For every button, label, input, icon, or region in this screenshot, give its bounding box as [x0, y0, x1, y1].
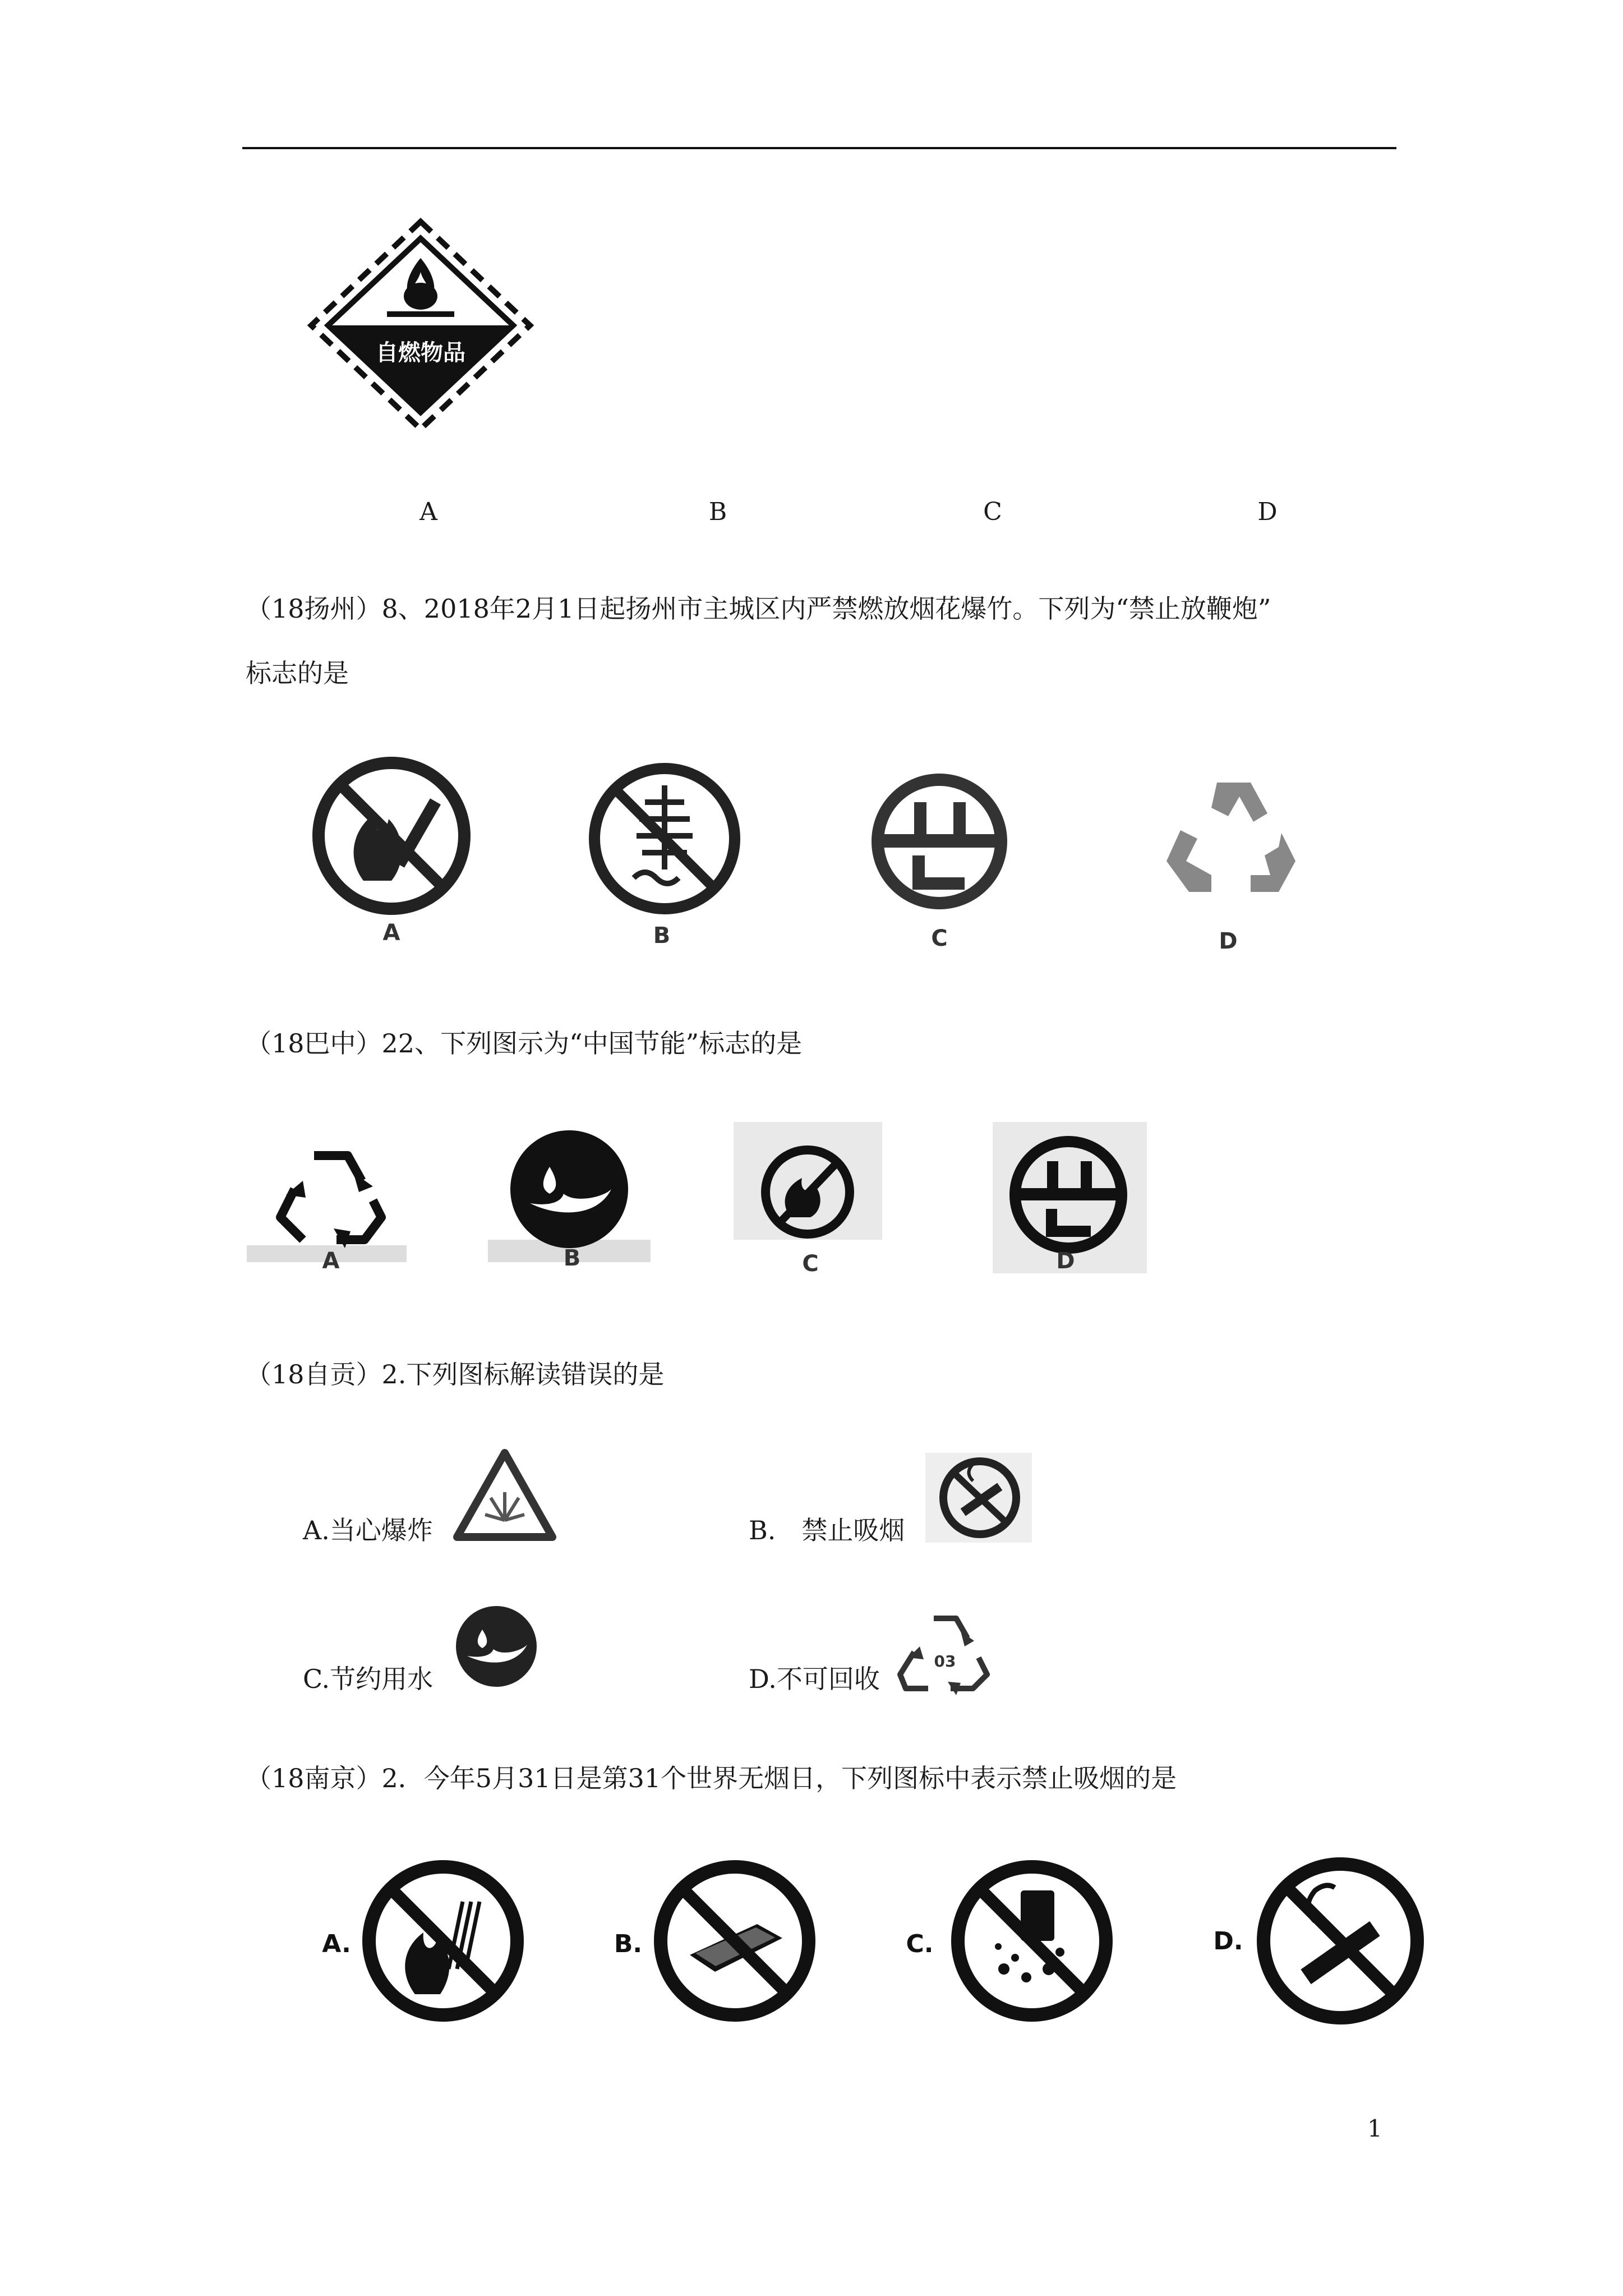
option-label-c: C. — [906, 1930, 934, 1958]
recycle-icon — [1155, 771, 1307, 917]
no-open-flame-icon — [359, 1857, 527, 2025]
option-label-d: D. — [1213, 1927, 1243, 1955]
no-matches-icon — [651, 1857, 819, 2025]
option-label-b: B — [708, 498, 727, 526]
option-c-text: C.节约用水 — [303, 1664, 434, 1694]
water-saving-icon — [451, 1604, 541, 1688]
option-d-text: D.不可回收 — [749, 1664, 880, 1694]
option-label-c: C — [931, 926, 948, 951]
recycle-icon — [269, 1133, 393, 1251]
option-label-b: B — [653, 923, 671, 949]
option-label-a: A — [322, 1248, 340, 1274]
question-zigong: （18自贡）2.下列图标解读错误的是 — [246, 1359, 665, 1389]
option-label-d: D — [1219, 928, 1238, 954]
option-label-a: A. — [322, 1930, 351, 1958]
explosion-warning-icon — [451, 1447, 558, 1543]
option-label-d: D — [1056, 1248, 1075, 1274]
option-a-text: A.当心爆炸 — [303, 1515, 433, 1545]
option-label-a: A — [382, 920, 400, 946]
no-fire-icon — [307, 752, 476, 920]
question-yangzhou-line1: （18扬州）8、2018年2月1日起扬州市主城区内严禁燃放烟花爆竹。下列为“禁止放鞭炮” — [246, 593, 1271, 624]
header-rule — [242, 147, 1396, 149]
option-label-b: B — [563, 1245, 581, 1271]
water-saving-icon — [508, 1128, 631, 1251]
no-smoking-icon — [934, 1456, 1026, 1540]
no-firecrackers-icon — [583, 757, 746, 920]
question-nanjing: （18南京）2．今年5月31日是第31个世界无烟日，下列图标中表示禁止吸烟的是 — [246, 1763, 1177, 1793]
china-energy-saving-icon — [869, 771, 1009, 912]
no-fireworks-icon — [948, 1857, 1116, 2025]
no-smoking-icon — [1253, 1854, 1427, 2028]
china-energy-saving-icon — [1007, 1133, 1130, 1257]
self-igniting-hazard-sign-icon — [308, 219, 533, 432]
option-label-d: D — [1257, 498, 1278, 526]
option-label-c: C — [983, 498, 1002, 526]
question-bazhong: （18巴中）22、下列图示为“中国节能”标志的是 — [246, 1028, 803, 1059]
option-label-b: B. — [614, 1930, 643, 1958]
no-fire-icon — [749, 1144, 866, 1240]
sign-text: 自燃物品 — [376, 340, 465, 366]
option-label-c: C — [802, 1251, 819, 1277]
recycling-code-icon — [895, 1604, 995, 1697]
recycling-code-number: 03 — [934, 1652, 956, 1671]
option-b-text: B. 禁止吸烟 — [749, 1515, 905, 1545]
question-yangzhou-line2: 标志的是 — [246, 658, 349, 688]
option-label-a: A — [419, 498, 437, 526]
page-number: 1 — [1367, 2115, 1382, 2142]
